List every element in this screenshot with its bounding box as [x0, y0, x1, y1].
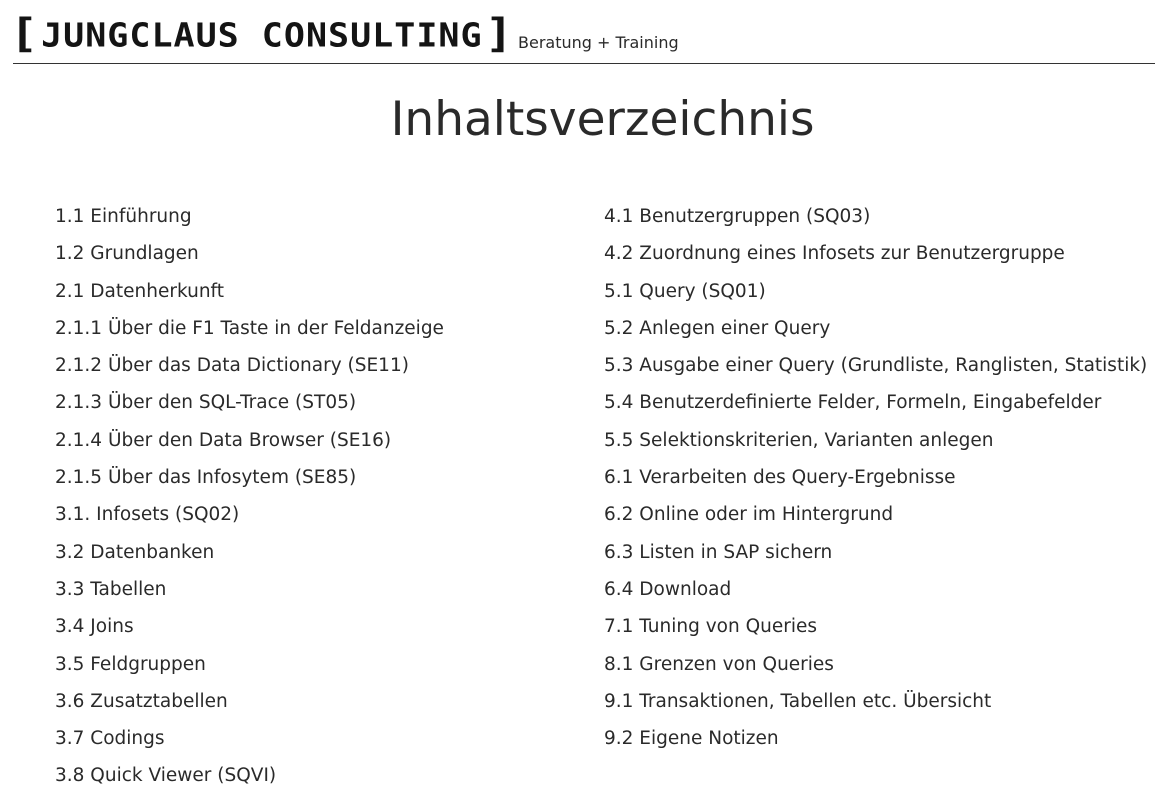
header-divider	[13, 63, 1155, 64]
toc-item[interactable]: 6.2 Online oder im Hintergrund	[604, 504, 894, 526]
toc-item[interactable]: 8.1 Grenzen von Queries	[604, 653, 834, 675]
toc-item[interactable]: 3.5 Feldgruppen	[55, 653, 206, 675]
toc-item[interactable]: 3.6 Zusatztabellen	[55, 690, 228, 712]
page-header	[0, 0, 1155, 64]
toc-item[interactable]: 3.8 Quick Viewer (SQVI)	[55, 765, 277, 787]
toc-item[interactable]: 4.2 Zuordnung eines Infosets zur Benutzergruppe	[604, 243, 1065, 265]
toc-column-left	[55, 198, 444, 795]
toc-item[interactable]: 5.4 Benutzerdefinierte Felder, Formeln, Eingabefelder	[604, 392, 1102, 414]
logo-bracket-close: ]	[484, 11, 515, 57]
toc-item[interactable]: 5.5 Selektionskriterien, Varianten anlegen	[604, 429, 994, 451]
toc-item[interactable]: 2.1.3 Über den SQL-Trace (ST05)	[55, 392, 357, 414]
toc-item[interactable]: 5.2 Anlegen einer Query	[604, 317, 831, 339]
toc-item[interactable]: 4.1 Benutzergruppen (SQ03)	[604, 206, 871, 227]
tagline: Beratung + Training	[518, 33, 679, 52]
toc-column-right	[604, 198, 1147, 757]
toc-item[interactable]: 3.2 Datenbanken	[55, 541, 215, 563]
toc-item[interactable]: 2.1.4 Über den Data Browser (SE16)	[55, 429, 392, 451]
toc-item[interactable]: 1.1 Einführung	[55, 206, 192, 227]
toc-item[interactable]: 9.2 Eigene Notizen	[604, 728, 779, 750]
toc-item[interactable]: 3.7 Codings	[55, 728, 165, 750]
toc-item[interactable]: 5.3 Ausgabe einer Query (Grundliste, Ranglisten, Statistik)	[604, 355, 1148, 377]
page-title: Inhaltsverzeichnis	[390, 92, 815, 147]
toc-item[interactable]: 6.4 Download	[604, 578, 732, 600]
toc-item[interactable]: 7.1 Tuning von Queries	[604, 616, 818, 638]
toc-item[interactable]: 3.4 Joins	[55, 616, 134, 638]
toc-item[interactable]: 6.1 Verarbeiten des Query-Ergebnisse	[604, 467, 956, 489]
toc-item[interactable]: 2.1.1 Über die F1 Taste in der Feldanzeige	[55, 317, 444, 339]
logo-bracket-open: [	[9, 11, 40, 57]
toc-item[interactable]: 2.1.2 Über das Data Dictionary (SE11)	[55, 355, 409, 377]
toc-item[interactable]: 2.1.5 Über das Infosytem (SE85)	[55, 467, 357, 489]
logo-text: JUNGCLAUS CONSULTING	[41, 17, 483, 55]
toc-item[interactable]: 3.1. Infosets (SQ02)	[55, 504, 240, 526]
toc-item[interactable]: 1.2 Grundlagen	[55, 243, 199, 265]
toc-item[interactable]: 5.1 Query (SQ01)	[604, 280, 766, 302]
toc-item[interactable]: 6.3 Listen in SAP sichern	[604, 541, 833, 563]
company-logo	[9, 11, 515, 57]
toc-item[interactable]: 2.1 Datenherkunft	[55, 280, 224, 302]
toc-item[interactable]: 9.1 Transaktionen, Tabellen etc. Übersicht	[604, 690, 992, 712]
toc-item[interactable]: 3.3 Tabellen	[55, 578, 167, 600]
